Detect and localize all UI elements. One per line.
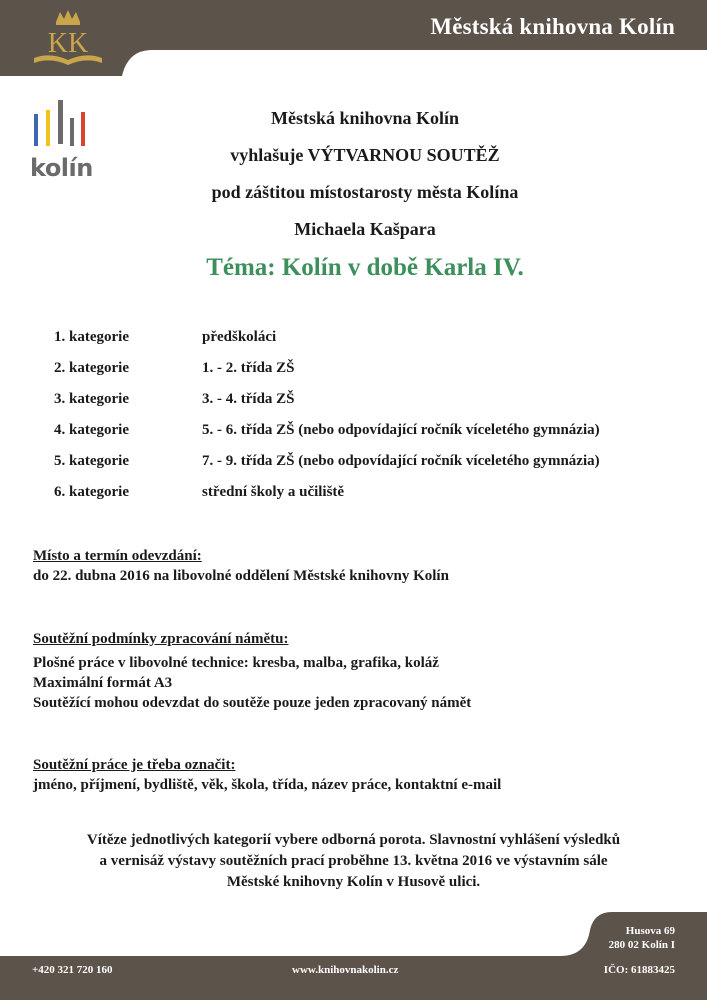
footer-web-link[interactable]: www.knihovnakolin.cz — [292, 964, 399, 976]
conditions-section — [33, 629, 471, 713]
deadline-text: do 22. dubna 2016 na libovolné oddělení Městské knihovny Kolín — [33, 568, 449, 584]
address-city: 280 02 Kolín I — [608, 939, 675, 951]
footer-phone: +420 321 720 160 — [32, 964, 113, 976]
category-label: 1. kategorie — [54, 329, 129, 345]
address-street: Husova 69 — [625, 925, 675, 937]
closing-paragraph — [30, 830, 677, 893]
kolin-city-logo — [30, 96, 100, 186]
footer-ico: IČO: 61883425 — [603, 964, 675, 976]
category-label: 5. kategorie — [54, 453, 129, 469]
category-label: 2. kategorie — [54, 360, 129, 376]
intro-line-2: vyhlašuje VÝTVARNOU SOUTĚŽ — [230, 145, 500, 165]
condition-line: Maximální formát A3 — [33, 675, 173, 691]
labeling-section — [33, 755, 501, 795]
footer-bar — [0, 910, 707, 1000]
intro-block — [100, 100, 630, 288]
deadline-heading: Místo a termín odevzdání: — [33, 548, 202, 564]
category-desc: 7. - 9. třída ZŠ (nebo odpovídající ročník víceletého gymnázia) — [202, 453, 600, 469]
closing-line: Městské knihovny Kolín v Husově ulici. — [226, 874, 481, 890]
category-label: 3. kategorie — [54, 391, 129, 407]
condition-line: Soutěžící mohou odevzdat do soutěže pouze jeden zpracovaný námět — [33, 695, 472, 711]
closing-line: Vítěze jednotlivých kategorií vybere odborná porota. Slavnostní vyhlášení výsledků — [86, 832, 621, 848]
labeling-heading: Soutěžní práce je třeba označit: — [33, 757, 236, 773]
deadline-section — [33, 546, 449, 586]
theme-title: Téma: Kolín v době Karla IV. — [206, 254, 524, 281]
category-desc: 5. - 6. třída ZŠ (nebo odpovídající ročník víceletého gymnázia) — [202, 422, 600, 438]
labeling-text: jméno, příjmení, bydliště, věk, škola, třída, název práce, kontaktní e-mail — [33, 777, 502, 793]
category-desc: 1. - 2. třída ZŠ — [202, 360, 295, 376]
category-desc: 3. - 4. třída ZŠ — [202, 391, 295, 407]
kolin-bars-icon — [30, 96, 90, 152]
intro-line-1: Městská knihovna Kolín — [270, 108, 460, 128]
intro-line-3: pod záštitou místostarosty města Kolína — [211, 182, 519, 202]
condition-line: Plošné práce v libovolné technice: kresba, malba, grafika, koláž — [33, 655, 439, 671]
header-title: Městská knihovna Kolín — [430, 14, 675, 39]
conditions-heading: Soutěžní podmínky zpracování námětu: — [33, 631, 289, 647]
category-desc: předškoláci — [202, 329, 277, 345]
address-block — [609, 924, 675, 952]
category-label: 6. kategorie — [54, 484, 129, 500]
category-label: 4. kategorie — [54, 422, 129, 438]
crown-book-icon — [28, 8, 108, 68]
closing-line: a vernisáž výstavy soutěžních prací proběhne 13. května 2016 ve výstavním sále — [99, 853, 608, 869]
intro-line-4: Michaela Kašpara — [294, 219, 436, 239]
crown-letters: KK — [47, 28, 89, 59]
city-wordmark: kolín — [30, 154, 93, 182]
category-desc: střední školy a učiliště — [202, 484, 345, 500]
